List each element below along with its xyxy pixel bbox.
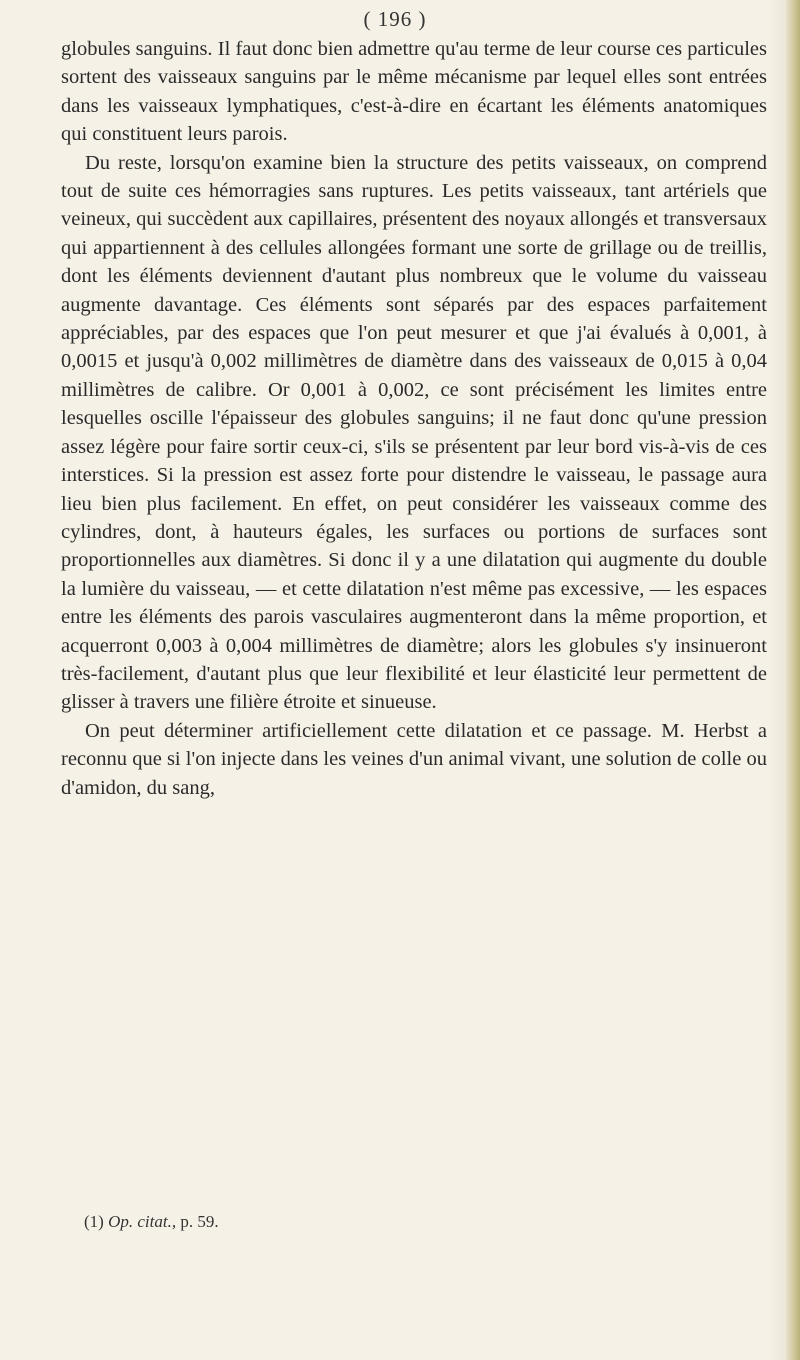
body-text — [61, 35, 767, 802]
page-binding-edge — [786, 0, 800, 1360]
paragraph-continuation: globules sanguins. Il faut donc bien admettre qu'au terme de leur course ces particules sortent des vaisseaux sanguins par le même mécanisme par lequel elles sont entrées dans les vaisseaux lymphatiques, c'est-à-dire en écartant les éléments anatomiques qui constituent leurs parois. — [61, 38, 767, 146]
paragraph-vessel-structure: Du reste, lorsqu'on examine bien la structure des petits vaisseaux, on comprend tout de suite ces hémorragies sans ruptures. Les petits vaisseaux, tant artériels que veineux, qui succèdent aux capillaires, présentent des noyaux allongés et transversaux qui appartiennent à des cellules allongées formant une sorte de grillage ou de treillis, dont les éléments deviennent d'autant plus nombreux que le volume du vaisseau augmente davantage. Ces éléments sont séparés par des espaces parfaitement appréciables, par des espaces que l'on peut mesurer et que j'ai évalués à 0,001, à 0,0015 et jusqu'à 0,002 millimètres de diamètre dans des vaisseaux de 0,015 à 0,04 millimètres de calibre. Or 0,001 à 0,002, ce sont précisément les limites entre lesquelles oscille l'épaisseur des globules sanguins; il ne faut donc qu'une pression assez légère pour faire sortir ceux-ci, s'ils se présentent par leur bord vis-à-vis de ces interstices. Si la pression est assez forte pour distendre le vaisseau, le passage aura lieu bien plus facilement. En effet, on peut considérer les vaisseaux comme des cylindres, dont, à hauteurs égales, les surfaces ou portions de surfaces sont proportionnelles aux diamètres. Si donc il y a une dilatation qui augmente du double la lumière du vaisseau, — et cette dilatation n'est même pas excessive, — les espaces entre les éléments des parois vasculaires augmenteront dans la même proportion, et acquerront 0,003 à 0,004 millimètres de diamètre; alors les globules s'y insinueront très-facilement, d'autant plus que leur flexibilité et leur élasticité leur permettent de glisser à travers une filière étroite et sinueuse. — [61, 151, 767, 714]
footnote-citation: Op. citat., — [108, 1212, 177, 1231]
page-edge-shadow — [768, 0, 786, 1360]
footnote — [84, 1212, 219, 1232]
page-number: ( 196 ) — [363, 7, 427, 31]
footnote-marker: (1) — [84, 1212, 104, 1231]
paragraph-artificial-dilatation: On peut déterminer artificiellement cette dilatation et ce passage. M. Herbst a reconnu que si l'on injecte dans les veines d'un animal vivant, une solution de colle ou d'amidon, du sang, — [61, 719, 767, 799]
footnote-page: p. 59. — [180, 1212, 219, 1231]
